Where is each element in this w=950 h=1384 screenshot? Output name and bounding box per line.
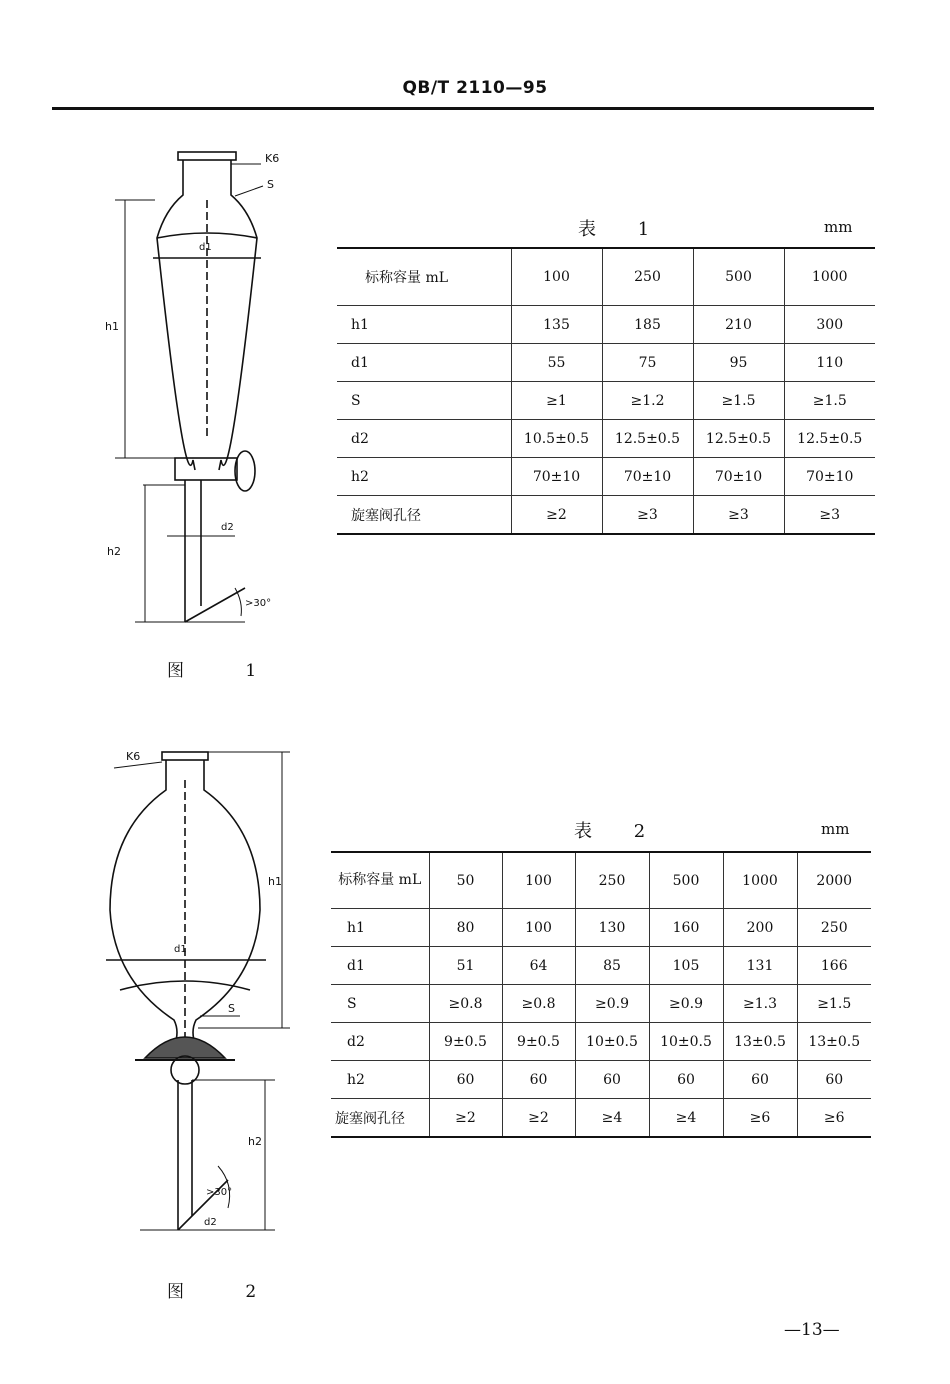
page-number: —13— xyxy=(784,1320,840,1340)
figure1-s-leader xyxy=(235,186,263,196)
figure1-stopcock xyxy=(175,458,237,480)
table-cell: 1000 xyxy=(784,248,875,306)
figure1-label-angle: >30° xyxy=(245,598,272,609)
table-cell: 13±0.5 xyxy=(723,1023,797,1061)
table-cell: h2 xyxy=(337,458,511,496)
table-cell: ≥4 xyxy=(649,1099,723,1138)
table-row xyxy=(337,382,875,420)
table-cell: 210 xyxy=(693,306,784,344)
table-row xyxy=(337,420,875,458)
table-cell: ≥1.3 xyxy=(723,985,797,1023)
table1-header-row xyxy=(337,248,875,306)
table1 xyxy=(337,247,875,535)
figure2-label-d2: d2 xyxy=(204,1217,217,1228)
table-cell: 60 xyxy=(575,1061,649,1099)
table-cell: d1 xyxy=(331,947,429,985)
figure2-body-left xyxy=(110,760,177,1046)
table-cell: 75 xyxy=(602,344,693,382)
figure1-label-k6: K6 xyxy=(265,152,280,165)
table-cell: 标称容量 mL xyxy=(331,852,429,909)
table-row xyxy=(337,496,875,535)
table-cell: 10.5±0.5 xyxy=(511,420,602,458)
table-cell: ≥2 xyxy=(511,496,602,535)
table2-caption: 表 2 xyxy=(574,821,664,842)
table-cell: 131 xyxy=(723,947,797,985)
table-cell: 185 xyxy=(602,306,693,344)
table-cell: 110 xyxy=(784,344,875,382)
table-cell: ≥0.8 xyxy=(502,985,575,1023)
table-row xyxy=(337,458,875,496)
table-cell: 旋塞阀孔径 xyxy=(337,496,511,535)
table-cell: 60 xyxy=(723,1061,797,1099)
table-cell: S xyxy=(331,985,429,1023)
table-cell: ≥3 xyxy=(693,496,784,535)
table-cell: ≥0.9 xyxy=(649,985,723,1023)
table-cell: 500 xyxy=(649,852,723,909)
table-cell: 60 xyxy=(649,1061,723,1099)
table-cell: 50 xyxy=(429,852,502,909)
table-cell: 10±0.5 xyxy=(575,1023,649,1061)
table-cell: 500 xyxy=(693,248,784,306)
table-cell: 160 xyxy=(649,909,723,947)
table-cell: ≥2 xyxy=(429,1099,502,1138)
table-cell: 250 xyxy=(797,909,871,947)
table-row xyxy=(331,1023,871,1061)
table-cell: S xyxy=(337,382,511,420)
table-cell: 1000 xyxy=(723,852,797,909)
figure1-body-left xyxy=(157,160,195,470)
table2-header-row xyxy=(331,852,871,909)
table-cell: 250 xyxy=(602,248,693,306)
table-cell: 12.5±0.5 xyxy=(602,420,693,458)
figure1-label-h1: h1 xyxy=(105,320,119,333)
table-cell: ≥0.8 xyxy=(429,985,502,1023)
table-cell: ≥0.9 xyxy=(575,985,649,1023)
table-row xyxy=(337,344,875,382)
table-cell: 85 xyxy=(575,947,649,985)
table-cell: 64 xyxy=(502,947,575,985)
figure1-neck-rim xyxy=(178,152,236,160)
table-row xyxy=(331,1099,871,1138)
table-cell: ≥4 xyxy=(575,1099,649,1138)
figure1-label-h2: h2 xyxy=(107,545,121,558)
table-cell: 300 xyxy=(784,306,875,344)
table-cell: 2000 xyxy=(797,852,871,909)
table-cell: 12.5±0.5 xyxy=(784,420,875,458)
figure1-caption: 图 1 xyxy=(167,661,285,681)
table-cell: ≥1 xyxy=(511,382,602,420)
table-cell: d2 xyxy=(337,420,511,458)
table-row xyxy=(337,306,875,344)
table-cell: h1 xyxy=(337,306,511,344)
figure2-caption: 图 2 xyxy=(167,1282,285,1302)
table-cell: ≥3 xyxy=(602,496,693,535)
table-cell: ≥1.5 xyxy=(784,382,875,420)
table-row xyxy=(331,1061,871,1099)
figure1-drawing xyxy=(95,140,315,640)
figure2-stopcock xyxy=(145,1037,225,1058)
table-cell: 70±10 xyxy=(511,458,602,496)
table-cell: h1 xyxy=(331,909,429,947)
table-cell: ≥3 xyxy=(784,496,875,535)
table-cell: 70±10 xyxy=(602,458,693,496)
figure1-stem-tip xyxy=(185,588,245,622)
table-cell: 100 xyxy=(502,909,575,947)
figure1-label-d2: d2 xyxy=(221,522,234,533)
table-row xyxy=(331,909,871,947)
figure2-label-h2: h2 xyxy=(248,1135,262,1148)
table-cell: 70±10 xyxy=(693,458,784,496)
figure2-neck-rim xyxy=(162,752,208,760)
table-cell: h2 xyxy=(331,1061,429,1099)
figure2-label-angle: >30° xyxy=(206,1187,233,1198)
table-cell: 100 xyxy=(511,248,602,306)
table-cell: ≥2 xyxy=(502,1099,575,1138)
figure2-body-right xyxy=(193,760,260,1046)
table-cell: 9±0.5 xyxy=(502,1023,575,1061)
table-cell: ≥1.5 xyxy=(693,382,784,420)
table-cell: 10±0.5 xyxy=(649,1023,723,1061)
table-cell: 旋塞阀孔径 xyxy=(331,1099,429,1138)
table-cell: 105 xyxy=(649,947,723,985)
table-cell: 130 xyxy=(575,909,649,947)
standard-code: QB/T 2110—95 xyxy=(402,78,548,98)
table-cell: 60 xyxy=(502,1061,575,1099)
table-cell: d2 xyxy=(331,1023,429,1061)
table2 xyxy=(331,851,871,1138)
figure2-drawing xyxy=(100,740,320,1240)
table2-unit: mm xyxy=(821,820,850,838)
table-cell: d1 xyxy=(337,344,511,382)
figure1-stopcock-handle xyxy=(235,451,255,491)
table-cell: 60 xyxy=(429,1061,502,1099)
table-cell: 70±10 xyxy=(784,458,875,496)
table-cell: 95 xyxy=(693,344,784,382)
table-cell: 51 xyxy=(429,947,502,985)
table-cell: 55 xyxy=(511,344,602,382)
table-cell: 12.5±0.5 xyxy=(693,420,784,458)
figure2-label-s: S xyxy=(228,1002,235,1015)
table-cell: 80 xyxy=(429,909,502,947)
table-cell: 200 xyxy=(723,909,797,947)
table1-caption: 表 1 xyxy=(578,219,668,240)
table-row xyxy=(331,985,871,1023)
table-cell: ≥1.5 xyxy=(797,985,871,1023)
table-cell: ≥6 xyxy=(723,1099,797,1138)
table-cell: ≥1.2 xyxy=(602,382,693,420)
table-cell: 标称容量 mL xyxy=(337,248,511,306)
table-cell: 60 xyxy=(797,1061,871,1099)
table-cell: 166 xyxy=(797,947,871,985)
table-cell: 9±0.5 xyxy=(429,1023,502,1061)
figure2-label-d1: d1 xyxy=(174,944,187,955)
header-rule xyxy=(52,107,874,110)
table-cell: 13±0.5 xyxy=(797,1023,871,1061)
figure2-label-h1: h1 xyxy=(268,875,282,888)
table-cell: ≥6 xyxy=(797,1099,871,1138)
figure1-label-d1: d1 xyxy=(199,242,212,253)
figure1-label-s: S xyxy=(267,178,274,191)
figure2-label-k6: K6 xyxy=(126,750,141,763)
table-row xyxy=(331,947,871,985)
table-cell: 135 xyxy=(511,306,602,344)
table-cell: 100 xyxy=(502,852,575,909)
figure1-body-right xyxy=(219,160,257,470)
table-cell: 250 xyxy=(575,852,649,909)
table1-unit: mm xyxy=(824,218,853,236)
